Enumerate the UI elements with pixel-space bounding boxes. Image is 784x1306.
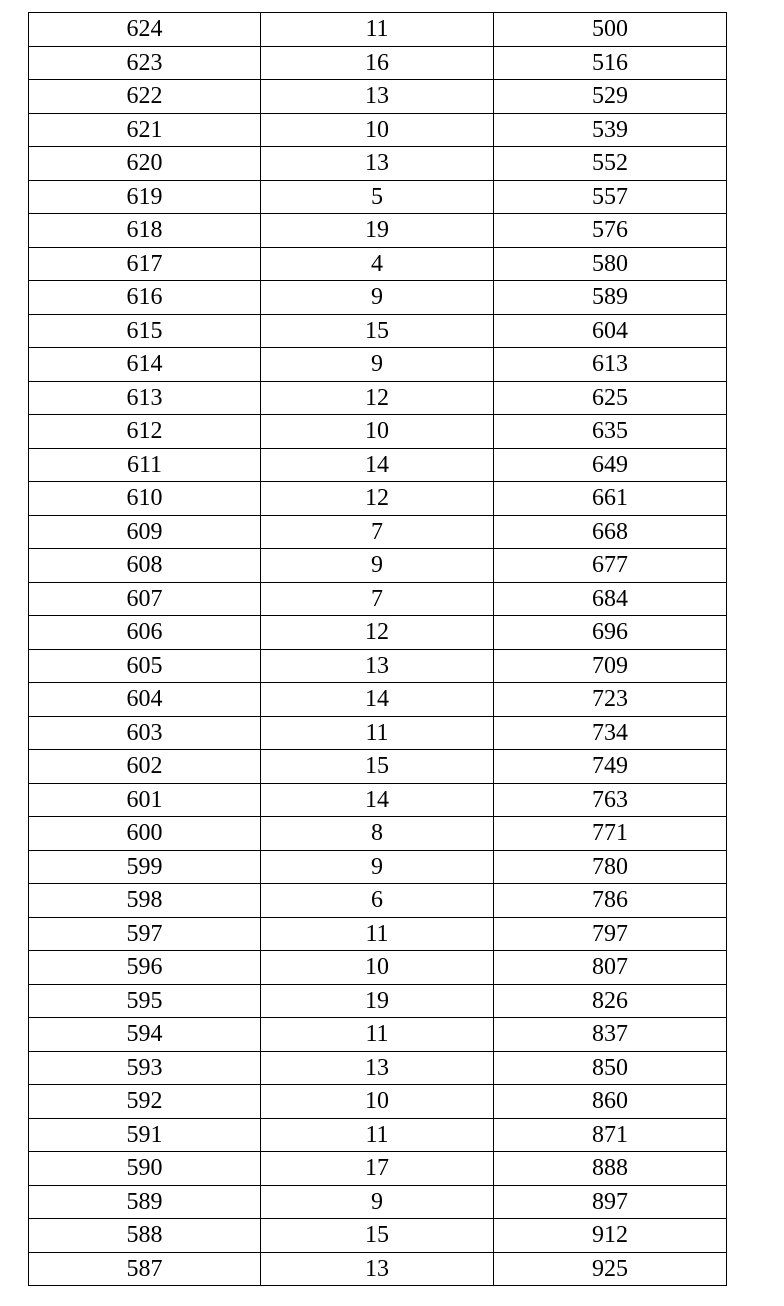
table-row: [29, 247, 727, 281]
count-cell: 10: [261, 951, 494, 985]
cumulative-cell: 871: [494, 1118, 727, 1152]
count-cell: 17: [261, 1152, 494, 1186]
score-cell: 592: [29, 1085, 261, 1119]
count-cell: 9: [261, 850, 494, 884]
count-cell: 13: [261, 80, 494, 114]
cumulative-cell: 580: [494, 247, 727, 281]
score-cell: 597: [29, 917, 261, 951]
table-body: [29, 13, 727, 1286]
count-cell: 14: [261, 783, 494, 817]
cumulative-cell: 709: [494, 649, 727, 683]
cumulative-cell: 771: [494, 817, 727, 851]
score-cell: 610: [29, 482, 261, 516]
cumulative-cell: 625: [494, 381, 727, 415]
score-table-container: [28, 12, 726, 1286]
cumulative-cell: 552: [494, 147, 727, 181]
table-row: [29, 984, 727, 1018]
table-row: [29, 716, 727, 750]
cumulative-cell: 734: [494, 716, 727, 750]
score-cell: 594: [29, 1018, 261, 1052]
count-cell: 9: [261, 549, 494, 583]
cumulative-cell: 807: [494, 951, 727, 985]
score-cell: 623: [29, 46, 261, 80]
cumulative-cell: 539: [494, 113, 727, 147]
score-cell: 619: [29, 180, 261, 214]
table-row: [29, 80, 727, 114]
table-row: [29, 1051, 727, 1085]
score-cell: 603: [29, 716, 261, 750]
table-row: [29, 1252, 727, 1286]
count-cell: 12: [261, 381, 494, 415]
score-cell: 607: [29, 582, 261, 616]
table-row: [29, 1118, 727, 1152]
cumulative-cell: 763: [494, 783, 727, 817]
cumulative-cell: 557: [494, 180, 727, 214]
table-row: [29, 113, 727, 147]
cumulative-cell: 684: [494, 582, 727, 616]
score-cell: 611: [29, 448, 261, 482]
count-cell: 12: [261, 482, 494, 516]
table-row: [29, 951, 727, 985]
count-cell: 6: [261, 884, 494, 918]
cumulative-cell: 826: [494, 984, 727, 1018]
table-row: [29, 147, 727, 181]
score-cell: 620: [29, 147, 261, 181]
table-row: [29, 1185, 727, 1219]
count-cell: 7: [261, 515, 494, 549]
score-cell: 600: [29, 817, 261, 851]
score-table: [28, 12, 727, 1286]
score-cell: 587: [29, 1252, 261, 1286]
count-cell: 11: [261, 1118, 494, 1152]
cumulative-cell: 635: [494, 415, 727, 449]
cumulative-cell: 604: [494, 314, 727, 348]
score-cell: 614: [29, 348, 261, 382]
count-cell: 13: [261, 649, 494, 683]
score-cell: 593: [29, 1051, 261, 1085]
count-cell: 7: [261, 582, 494, 616]
cumulative-cell: 516: [494, 46, 727, 80]
count-cell: 15: [261, 1219, 494, 1253]
table-row: [29, 415, 727, 449]
cumulative-cell: 797: [494, 917, 727, 951]
count-cell: 12: [261, 616, 494, 650]
cumulative-cell: 780: [494, 850, 727, 884]
table-row: [29, 13, 727, 47]
cumulative-cell: 786: [494, 884, 727, 918]
score-cell: 590: [29, 1152, 261, 1186]
cumulative-cell: 649: [494, 448, 727, 482]
cumulative-cell: 589: [494, 281, 727, 315]
score-cell: 616: [29, 281, 261, 315]
count-cell: 9: [261, 1185, 494, 1219]
table-row: [29, 649, 727, 683]
cumulative-cell: 912: [494, 1219, 727, 1253]
score-cell: 595: [29, 984, 261, 1018]
table-row: [29, 180, 727, 214]
count-cell: 8: [261, 817, 494, 851]
score-cell: 591: [29, 1118, 261, 1152]
count-cell: 16: [261, 46, 494, 80]
cumulative-cell: 661: [494, 482, 727, 516]
score-cell: 589: [29, 1185, 261, 1219]
table-row: [29, 750, 727, 784]
count-cell: 15: [261, 750, 494, 784]
score-cell: 613: [29, 381, 261, 415]
cumulative-cell: 677: [494, 549, 727, 583]
count-cell: 13: [261, 1051, 494, 1085]
table-row: [29, 348, 727, 382]
cumulative-cell: 860: [494, 1085, 727, 1119]
score-cell: 612: [29, 415, 261, 449]
table-row: [29, 850, 727, 884]
table-row: [29, 783, 727, 817]
table-row: [29, 1018, 727, 1052]
score-cell: 606: [29, 616, 261, 650]
table-row: [29, 1085, 727, 1119]
table-row: [29, 448, 727, 482]
cumulative-cell: 897: [494, 1185, 727, 1219]
count-cell: 13: [261, 1252, 494, 1286]
score-cell: 604: [29, 683, 261, 717]
count-cell: 19: [261, 984, 494, 1018]
cumulative-cell: 696: [494, 616, 727, 650]
score-cell: 615: [29, 314, 261, 348]
table-row: [29, 482, 727, 516]
score-cell: 602: [29, 750, 261, 784]
score-cell: 601: [29, 783, 261, 817]
count-cell: 13: [261, 147, 494, 181]
score-cell: 596: [29, 951, 261, 985]
count-cell: 14: [261, 683, 494, 717]
table-row: [29, 314, 727, 348]
score-cell: 609: [29, 515, 261, 549]
count-cell: 15: [261, 314, 494, 348]
table-row: [29, 549, 727, 583]
score-cell: 605: [29, 649, 261, 683]
table-row: [29, 381, 727, 415]
score-cell: 588: [29, 1219, 261, 1253]
count-cell: 11: [261, 917, 494, 951]
table-row: [29, 616, 727, 650]
cumulative-cell: 723: [494, 683, 727, 717]
count-cell: 10: [261, 113, 494, 147]
score-cell: 624: [29, 13, 261, 47]
count-cell: 9: [261, 281, 494, 315]
count-cell: 4: [261, 247, 494, 281]
cumulative-cell: 925: [494, 1252, 727, 1286]
score-cell: 598: [29, 884, 261, 918]
count-cell: 11: [261, 716, 494, 750]
table-row: [29, 884, 727, 918]
table-row: [29, 46, 727, 80]
table-row: [29, 281, 727, 315]
table-row: [29, 515, 727, 549]
count-cell: 19: [261, 214, 494, 248]
count-cell: 10: [261, 1085, 494, 1119]
table-row: [29, 1219, 727, 1253]
cumulative-cell: 668: [494, 515, 727, 549]
score-cell: 608: [29, 549, 261, 583]
table-row: [29, 917, 727, 951]
count-cell: 14: [261, 448, 494, 482]
score-cell: 599: [29, 850, 261, 884]
score-cell: 622: [29, 80, 261, 114]
cumulative-cell: 613: [494, 348, 727, 382]
table-row: [29, 214, 727, 248]
table-row: [29, 683, 727, 717]
table-row: [29, 817, 727, 851]
cumulative-cell: 888: [494, 1152, 727, 1186]
cumulative-cell: 837: [494, 1018, 727, 1052]
count-cell: 10: [261, 415, 494, 449]
cumulative-cell: 850: [494, 1051, 727, 1085]
score-cell: 621: [29, 113, 261, 147]
count-cell: 11: [261, 13, 494, 47]
count-cell: 5: [261, 180, 494, 214]
table-row: [29, 1152, 727, 1186]
cumulative-cell: 529: [494, 80, 727, 114]
score-cell: 618: [29, 214, 261, 248]
count-cell: 11: [261, 1018, 494, 1052]
table-row: [29, 582, 727, 616]
cumulative-cell: 500: [494, 13, 727, 47]
count-cell: 9: [261, 348, 494, 382]
cumulative-cell: 749: [494, 750, 727, 784]
cumulative-cell: 576: [494, 214, 727, 248]
score-cell: 617: [29, 247, 261, 281]
